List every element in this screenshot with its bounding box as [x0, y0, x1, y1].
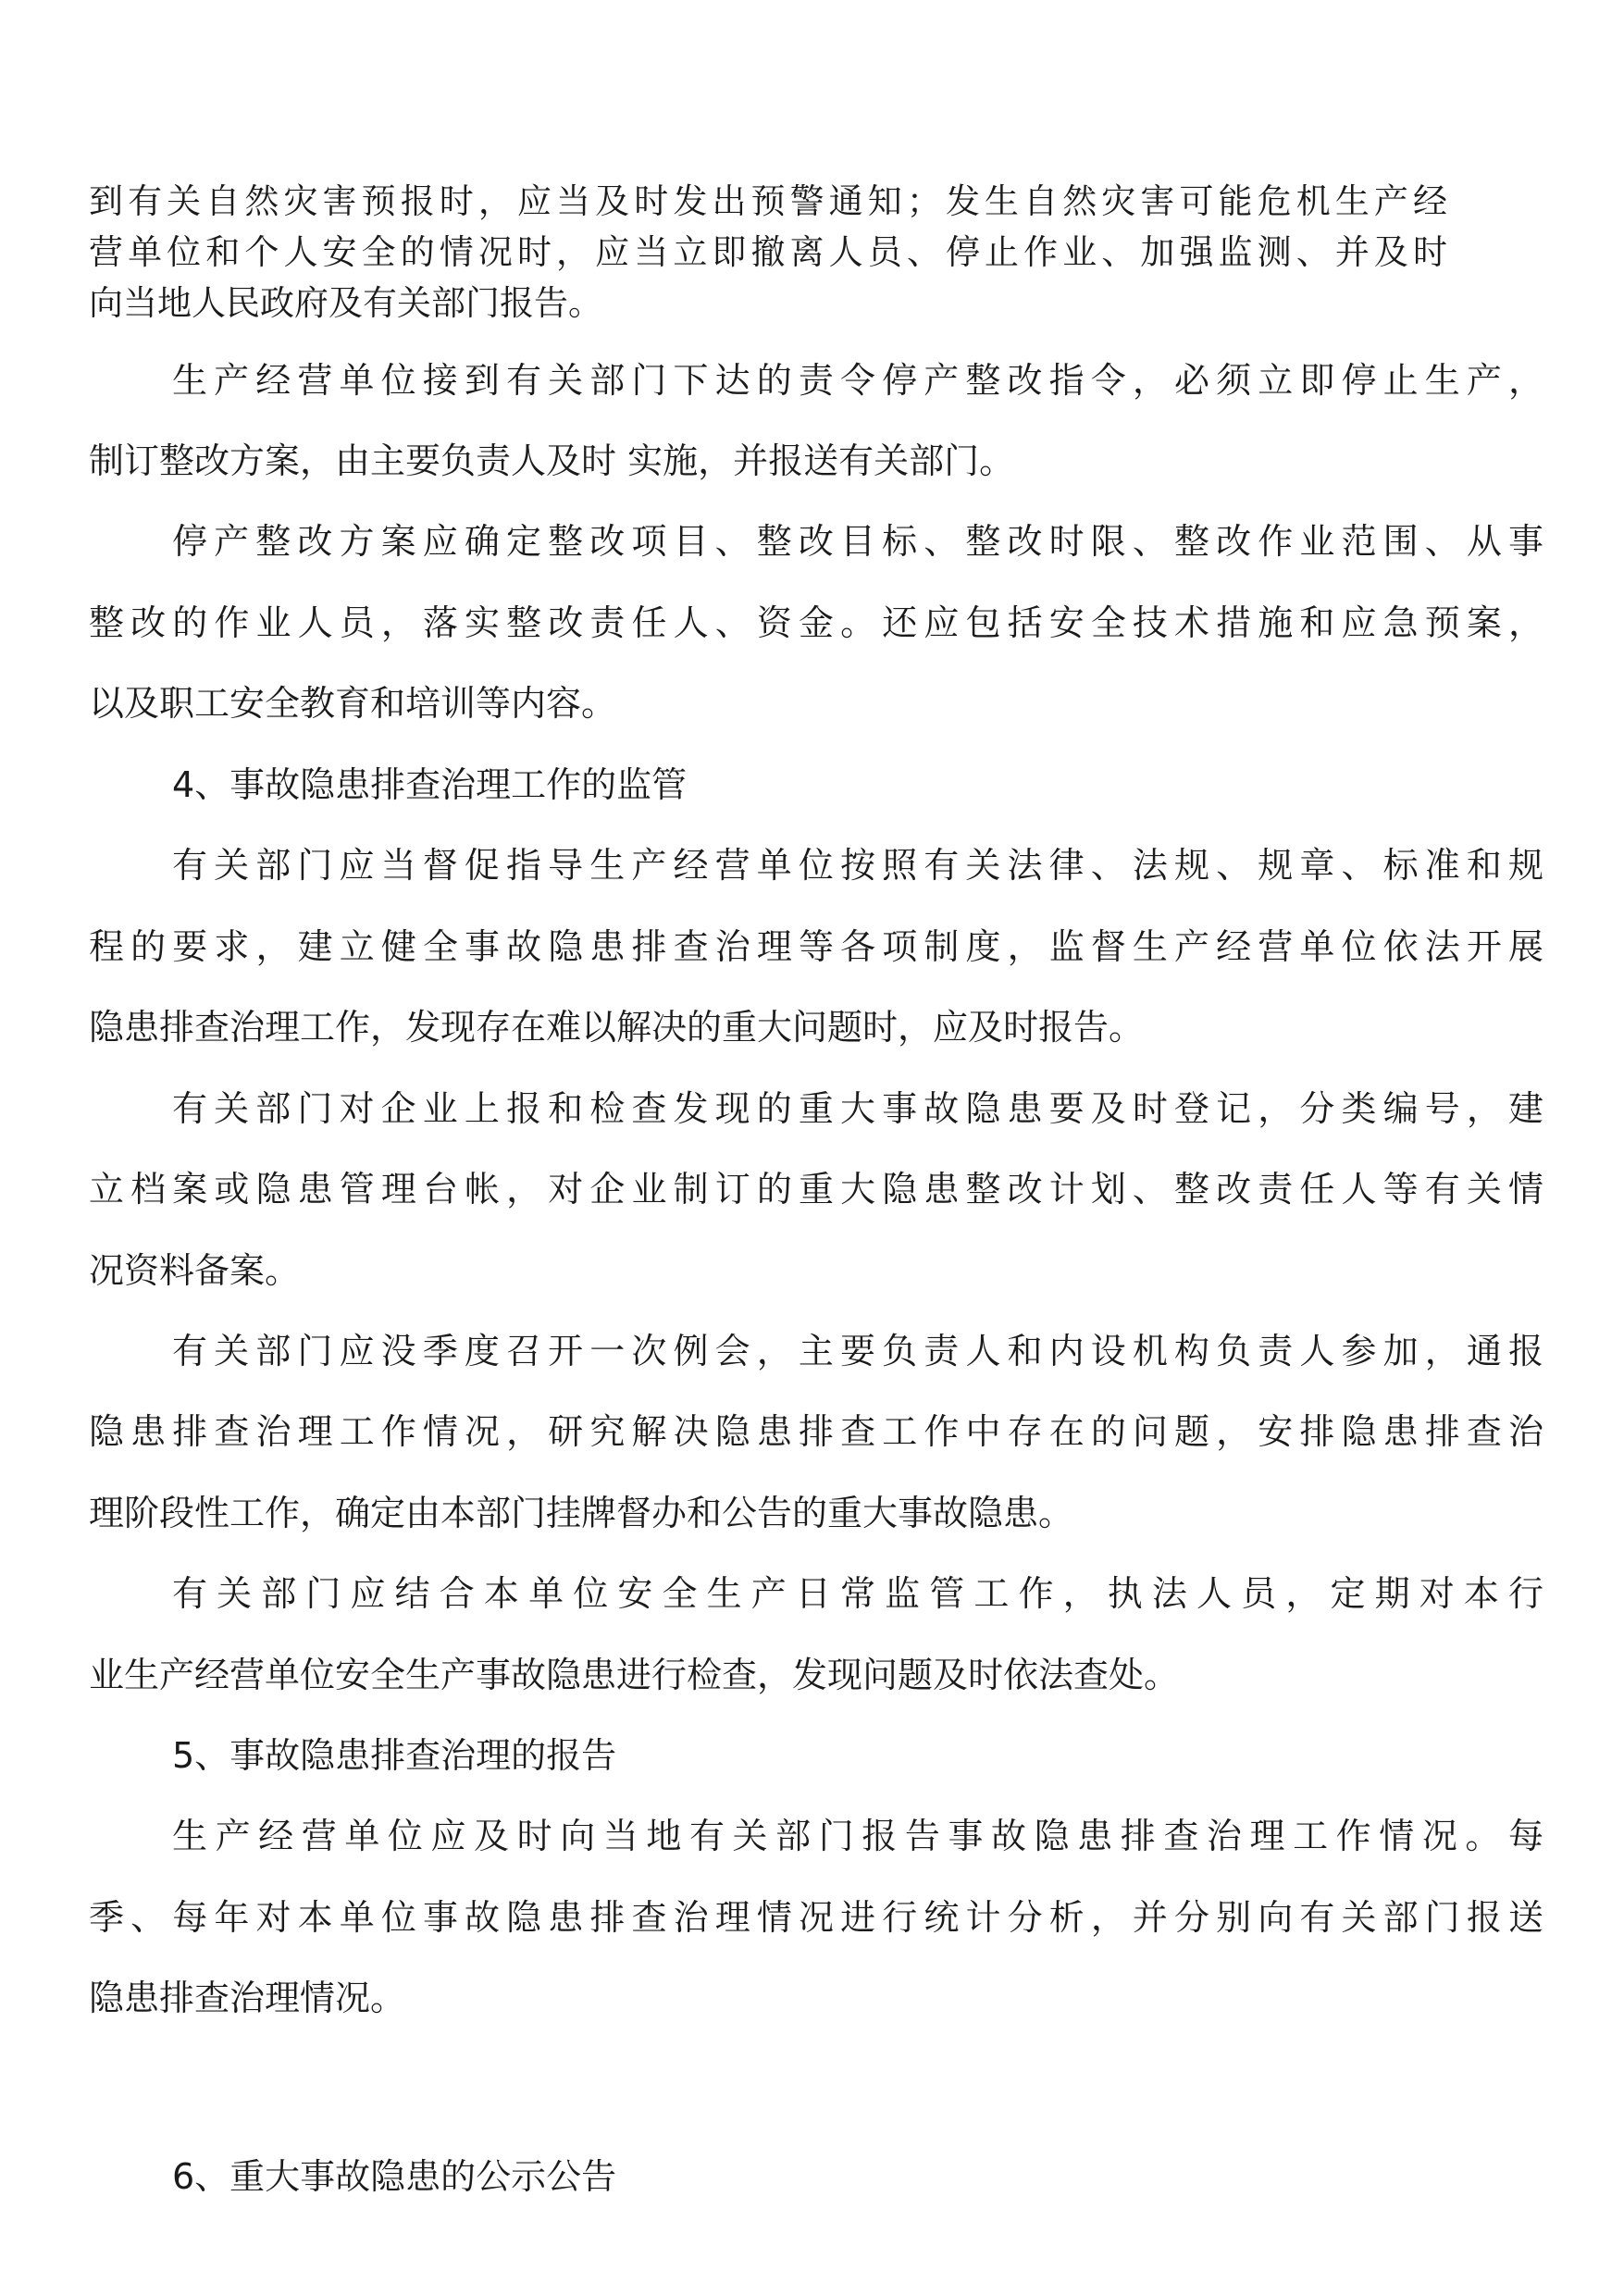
- section-heading: 5、事故隐患排查治理的报告: [172, 1735, 617, 1776]
- paragraph-line: 隐患排查治理工作，发现存在难以解决的重大问题时，应及时报告。: [89, 1007, 1145, 1048]
- paragraph-line: 停产整改方案应确定整改项目、整改目标、整改时限、整改作业范围、从事: [172, 521, 1543, 562]
- paragraph-line: 季、每年对本单位事故隐患排查治理情况进行统计分析，并分别向有关部门报送: [89, 1897, 1543, 1938]
- paragraph-line: 有关部门应当督促指导生产经营单位按照有关法律、法规、规章、标准和规: [172, 845, 1543, 886]
- section-heading: 6、重大事故隐患的公示公告: [172, 2156, 617, 2197]
- paragraph-line: 营单位和个人安全的情况时，应当立即撤离人员、停止作业、加强监测、并及时: [89, 232, 1447, 272]
- paragraph-line: 隐患排查治理工作情况，研究解决隐患排查工作中存在的问题，安排隐患排查治: [89, 1411, 1543, 1452]
- paragraph-line: 立档案或隐患管理台帐，对企业制订的重大隐患整改计划、整改责任人等有关情: [89, 1169, 1543, 1210]
- paragraph-line: 生产经营单位接到有关部门下达的责令停产整改指令，必须立即停止生产，: [172, 360, 1543, 401]
- paragraph-line: 有关部门应结合本单位安全生产日常监管工作，执法人员，定期对本行: [172, 1573, 1543, 1614]
- paragraph-line: 程的要求，建立健全事故隐患排查治理等各项制度，监督生产经营单位依法开展: [89, 926, 1543, 967]
- paragraph-line: 生产经营单位应及时向当地有关部门报告事故隐患排查治理工作情况。每: [172, 1816, 1543, 1856]
- paragraph-line: 理阶段性工作，确定由本部门挂牌督办和公告的重大事故隐患。: [89, 1493, 1074, 1533]
- paragraph-line: 隐患排查治理情况。: [89, 1978, 406, 2018]
- paragraph-line: 制订整改方案，由主要负责人及时 实施，并报送有关部门。: [89, 440, 1015, 481]
- paragraph-line: 有关部门应没季度召开一次例会，主要负责人和内设机构负责人参加，通报: [172, 1331, 1543, 1371]
- paragraph-line: 向当地人民政府及有关部门报告。: [89, 283, 602, 323]
- paragraph-line: 业生产经营单位安全生产事故隐患进行检查，发现问题及时依法查处。: [89, 1655, 1180, 1695]
- section-heading: 4、事故隐患排查治理工作的监管: [172, 764, 688, 805]
- paragraph-line: 以及职工安全教育和培训等内容。: [89, 683, 617, 724]
- paragraph-line: 况资料备案。: [89, 1250, 301, 1291]
- paragraph-line: 有关部门对企业上报和检查发现的重大事故隐患要及时登记，分类编号，建: [172, 1088, 1543, 1129]
- paragraph-line: 到有关自然灾害预报时，应当及时发出预警通知；发生自然灾害可能危机生产经: [89, 181, 1447, 221]
- paragraph-line: 整改的作业人员，落实整改责任人、资金。还应包括安全技术措施和应急预案，: [89, 602, 1543, 643]
